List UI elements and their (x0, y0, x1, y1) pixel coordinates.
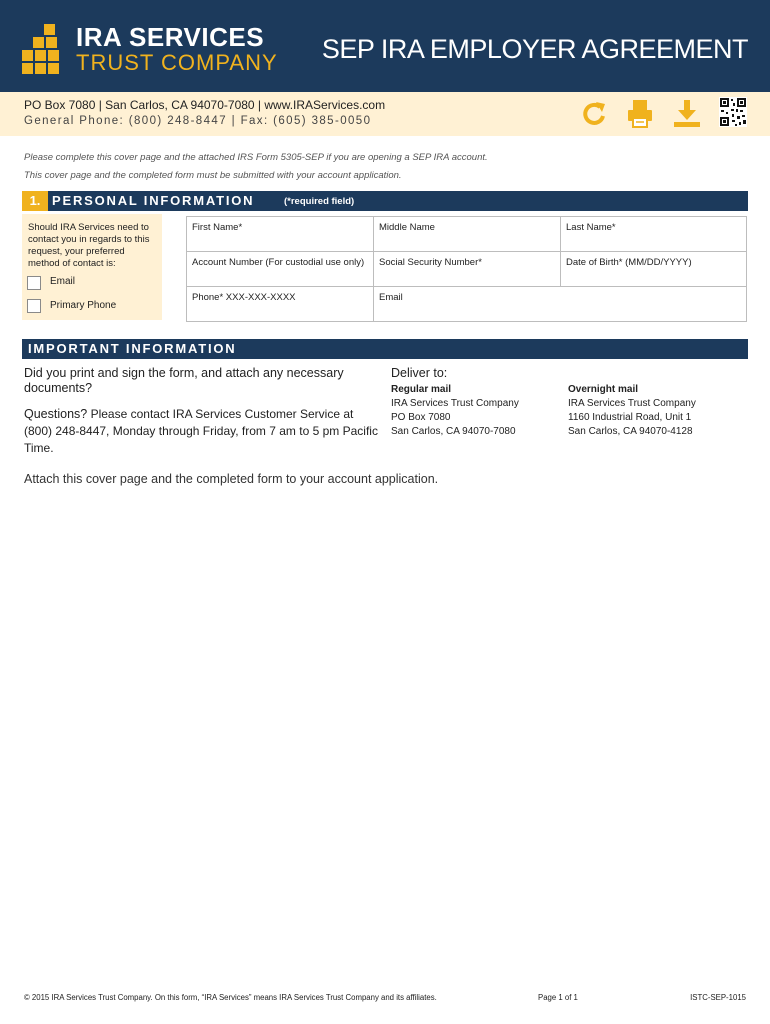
section-personal-information (22, 191, 748, 211)
overnight-mail-line-2: 1160 Industrial Road, Unit 1 (568, 412, 692, 423)
required-field-note: (*required field) (284, 196, 355, 207)
overnight-mail-address (568, 383, 696, 439)
document-title: SEP IRA EMPLOYER AGREEMENT (321, 34, 748, 64)
email-checkbox-label: Email (50, 276, 76, 287)
email-label: Email (379, 292, 403, 303)
overnight-mail-line-1: IRA Services Trust Company (568, 398, 696, 409)
email-field[interactable] (373, 286, 747, 322)
deliver-to-title: Deliver to: (391, 366, 448, 380)
contact-preference-box (22, 214, 162, 320)
logo-text-primary: IRA SERVICES (76, 22, 265, 52)
intro-line-2: This cover page and the completed form must be submitted with your account application. (24, 170, 402, 181)
questions-lead: Questions? (24, 407, 88, 421)
last-name-field[interactable] (560, 216, 747, 252)
contact-preference-text: Should IRA Services need to contact you in regards to this request, your preferred method of contact is: (28, 222, 150, 269)
refresh-icon[interactable] (578, 98, 610, 130)
primary-phone-checkbox[interactable] (27, 299, 41, 313)
date-of-birth-label: Date of Birth* (MM/DD/YYYY) (566, 257, 692, 268)
first-name-field[interactable] (186, 216, 374, 252)
section-important-information (22, 339, 748, 359)
email-checkbox[interactable] (27, 276, 41, 290)
attach-note: Attach this cover page and the completed form to your account application. (24, 472, 439, 486)
important-section-title: IMPORTANT INFORMATION (28, 341, 237, 356)
ssn-label: Social Security Number* (379, 257, 482, 268)
regular-mail-line-1: IRA Services Trust Company (391, 398, 519, 409)
qr-code-icon (719, 97, 747, 127)
account-number-field[interactable] (186, 251, 374, 287)
page-header (0, 0, 770, 92)
phone-label: Phone* XXX-XXX-XXXX (192, 292, 296, 303)
footer-page-number: Page 1 of 1 (538, 993, 578, 1002)
phone-field[interactable] (186, 286, 374, 322)
footer-form-id: ISTC-SEP-1015 (690, 993, 746, 1002)
middle-name-label: Middle Name (379, 222, 435, 233)
section-number: 1. (22, 191, 48, 211)
primary-phone-checkbox-label: Primary Phone (50, 300, 117, 311)
regular-mail-line-2: PO Box 7080 (391, 412, 451, 423)
date-of-birth-field[interactable] (560, 251, 747, 287)
middle-name-field[interactable] (373, 216, 561, 252)
company-address: PO Box 7080 | San Carlos, CA 94070-7080 | www.IRAServices.com (24, 98, 386, 112)
last-name-label: Last Name* (566, 222, 616, 233)
questions-paragraph (24, 406, 379, 457)
footer-copyright: © 2015 IRA Services Trust Company. On this form, “IRA Services” means IRA Services Trust Company and its affiliates. (24, 993, 437, 1002)
print-icon[interactable] (624, 98, 656, 130)
overnight-mail-heading: Overnight mail (568, 384, 639, 395)
first-name-label: First Name* (192, 222, 243, 233)
logo-mark-icon (22, 24, 70, 74)
download-icon[interactable] (671, 98, 703, 130)
logo-text-secondary: TRUST COMPANY (76, 50, 278, 75)
personal-info-form (186, 216, 747, 322)
overnight-mail-line-3: San Carlos, CA 94070-4128 (568, 426, 693, 437)
section-title: PERSONAL INFORMATION (52, 193, 255, 208)
regular-mail-heading: Regular mail (391, 384, 452, 395)
ssn-field[interactable] (373, 251, 561, 287)
regular-mail-line-3: San Carlos, CA 94070-7080 (391, 426, 516, 437)
intro-line-1: Please complete this cover page and the attached IRS Form 5305-SEP if you are opening a SEP IRA account. (24, 152, 488, 163)
account-number-label: Account Number (For custodial use only) (192, 257, 365, 268)
print-sign-question: Did you print and sign the form, and attach any necessary documents? (24, 366, 344, 395)
questions-text: Please contact IRA Services Customer Service at (800) 248-8447, Monday through Friday, from 7 am to 5 pm Pacific Time. (24, 407, 378, 455)
company-logo (22, 22, 278, 78)
regular-mail-address (391, 383, 519, 439)
company-phone: General Phone: (800) 248-8447 | Fax: (605) 385-0050 (24, 115, 372, 127)
